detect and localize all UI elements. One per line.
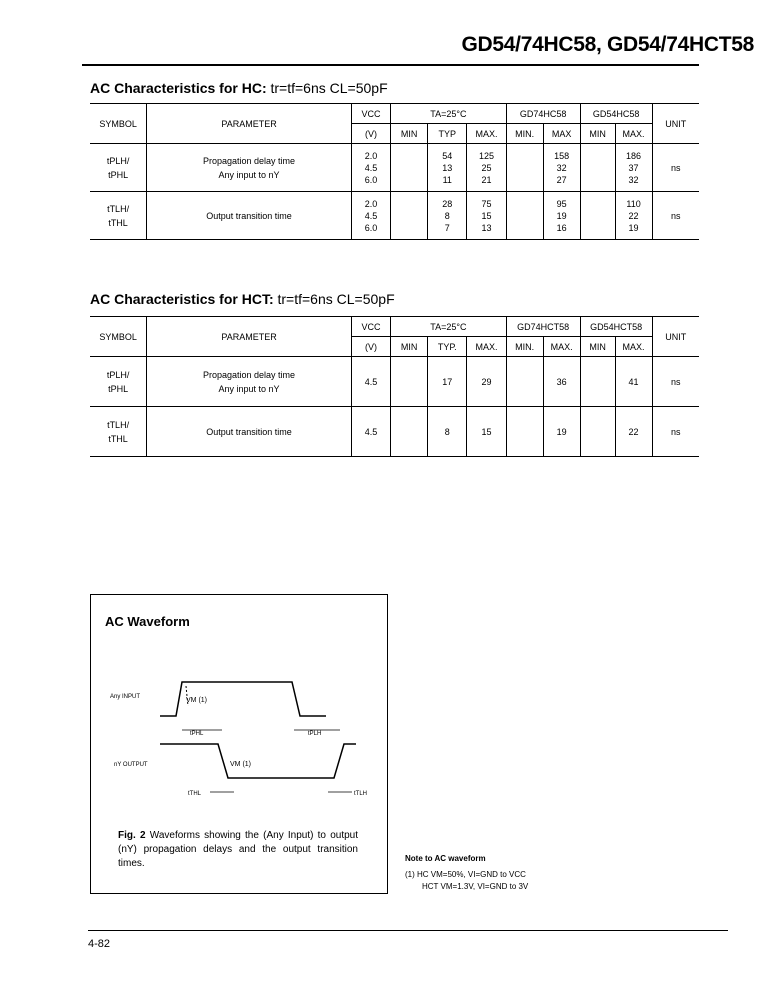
parameter-cell: Output transition time xyxy=(147,407,352,457)
max3-cell: 41 xyxy=(615,357,652,407)
max3-cell: 186 37 32 xyxy=(615,144,652,192)
hct-header-vcc: VCC xyxy=(351,317,390,337)
input-waveform-line xyxy=(160,682,326,716)
typ-cell: 28 8 7 xyxy=(428,192,467,240)
hc-section-title xyxy=(90,80,388,96)
hc-header-max3: MAX. xyxy=(615,124,652,144)
figure-caption xyxy=(118,829,358,871)
typ-cell: 17 xyxy=(428,357,467,407)
hc-header-min: MIN xyxy=(391,124,428,144)
min-cell xyxy=(391,407,428,457)
hct-header-gd74: GD74HCT58 xyxy=(506,317,580,337)
footer-rule xyxy=(88,930,728,931)
unit-cell: ns xyxy=(652,357,699,407)
hct-header-max: MAX. xyxy=(467,337,506,357)
symbol-cell: tPLH/ tPHL xyxy=(90,144,147,192)
hct-header-min3: MIN xyxy=(580,337,615,357)
unit-cell: ns xyxy=(652,144,699,192)
min3-cell xyxy=(580,144,615,192)
hct-header-max3: MAX. xyxy=(615,337,652,357)
hct-header-ta: TA=25°C xyxy=(391,317,506,337)
vcc-cell: 4.5 xyxy=(351,407,390,457)
hct-ac-table xyxy=(90,316,699,457)
hc-ac-table xyxy=(90,103,699,240)
hc-header-gd54: GD54HC58 xyxy=(580,104,652,124)
table-row xyxy=(90,357,699,407)
symbol-cell: tTLH/ tTHL xyxy=(90,407,147,457)
max-cell: 125 25 21 xyxy=(467,144,506,192)
max3-cell: 22 xyxy=(615,407,652,457)
min2-cell xyxy=(506,407,543,457)
typ-cell: 54 13 11 xyxy=(428,144,467,192)
page-number: 4-82 xyxy=(88,938,111,950)
symbol-cell: tTLH/ tTHL xyxy=(90,192,147,240)
hc-header-max: MAX. xyxy=(467,124,506,144)
hct-header-parameter: PARAMETER xyxy=(147,317,352,357)
hct-header-typ: TYP. xyxy=(428,337,467,357)
vcc-cell: 2.0 4.5 6.0 xyxy=(351,144,390,192)
parameter-cell: Output transition time xyxy=(147,192,352,240)
table-row xyxy=(90,192,699,240)
max-cell: 15 xyxy=(467,407,506,457)
hc-conditions: tr=tf=6ns CL=50pF xyxy=(270,80,388,96)
document-header-title: GD54/74HC58, GD54/74HCT58 xyxy=(461,33,754,56)
ac-waveform-title: AC Waveform xyxy=(105,614,190,629)
symbol-cell: tPLH/ tPHL xyxy=(90,357,147,407)
header-rule xyxy=(82,64,699,66)
output-waveform-line xyxy=(160,744,356,778)
max2-cell: 95 19 16 xyxy=(543,192,580,240)
min3-cell xyxy=(580,407,615,457)
note-title: Note to AC waveform xyxy=(405,854,486,863)
min2-cell xyxy=(506,357,543,407)
min3-cell xyxy=(580,192,615,240)
min2-cell xyxy=(506,144,543,192)
hct-header-symbol: SYMBOL xyxy=(90,317,147,357)
hc-header-vcc-unit: (V) xyxy=(351,124,390,144)
hc-header-min3: MIN xyxy=(580,124,615,144)
vcc-cell: 2.0 4.5 6.0 xyxy=(351,192,390,240)
max-cell: 75 15 13 xyxy=(467,192,506,240)
parameter-cell: Propagation delay time Any input to nY xyxy=(147,357,352,407)
typ-cell: 8 xyxy=(428,407,467,457)
ttlh-label: tTLH xyxy=(354,791,368,797)
hct-header-vcc-unit: (V) xyxy=(351,337,390,357)
note-line-hc: (1) HC VM=50%, VI=GND to VCC xyxy=(405,870,526,879)
input-signal-label: Any INPUT xyxy=(110,694,141,700)
max2-cell: 158 32 27 xyxy=(543,144,580,192)
output-signal-label: nY OUTPUT xyxy=(114,762,148,768)
min3-cell xyxy=(580,357,615,407)
hc-header-vcc: VCC xyxy=(351,104,390,124)
vm-label: VM (1) xyxy=(186,697,207,704)
hc-header-symbol: SYMBOL xyxy=(90,104,147,144)
min-cell xyxy=(391,144,428,192)
unit-cell: ns xyxy=(652,407,699,457)
max3-cell: 110 22 19 xyxy=(615,192,652,240)
max2-cell: 19 xyxy=(543,407,580,457)
max-cell: 29 xyxy=(467,357,506,407)
hc-title-text: AC Characteristics for HC: xyxy=(90,80,267,96)
hc-header-gd74: GD74HC58 xyxy=(506,104,580,124)
figure-caption-text: Waveforms showing the (Any Input) to output (nY) propagation delays and the output transition times. xyxy=(118,830,358,869)
note-line-hct: HCT VM=1.3V, VI=GND to 3V xyxy=(422,882,529,891)
hc-header-max2: MAX xyxy=(543,124,580,144)
min-cell xyxy=(391,192,428,240)
unit-cell: ns xyxy=(652,192,699,240)
table-row xyxy=(90,407,699,457)
tplh-label: tPLH xyxy=(308,731,322,737)
hct-header-gd54: GD54HCT58 xyxy=(580,317,652,337)
hct-title-text: AC Characteristics for HCT: xyxy=(90,291,274,307)
figure-number: Fig. 2 xyxy=(118,830,146,841)
parameter-cell: Propagation delay time Any input to nY xyxy=(147,144,352,192)
vcc-cell: 4.5 xyxy=(351,357,390,407)
hc-header-ta: TA=25°C xyxy=(391,104,506,124)
tphl-label: tPHL xyxy=(190,731,204,737)
min2-cell xyxy=(506,192,543,240)
hc-header-unit: UNIT xyxy=(652,104,699,144)
hc-header-typ: TYP xyxy=(428,124,467,144)
table-row xyxy=(90,144,699,192)
hc-header-parameter: PARAMETER xyxy=(147,104,352,144)
hct-header-min2: MIN. xyxy=(506,337,543,357)
hc-header-min2: MIN. xyxy=(506,124,543,144)
hct-section-title xyxy=(90,291,395,307)
hct-header-unit: UNIT xyxy=(652,317,699,357)
max2-cell: 36 xyxy=(543,357,580,407)
hct-conditions: tr=tf=6ns CL=50pF xyxy=(277,291,395,307)
tthl-label: tTHL xyxy=(188,791,202,797)
output-vm-label: VM (1) xyxy=(230,761,251,768)
min-cell xyxy=(391,357,428,407)
waveform-diagram xyxy=(90,594,386,824)
hct-header-min: MIN xyxy=(391,337,428,357)
hct-header-max2: MAX. xyxy=(543,337,580,357)
